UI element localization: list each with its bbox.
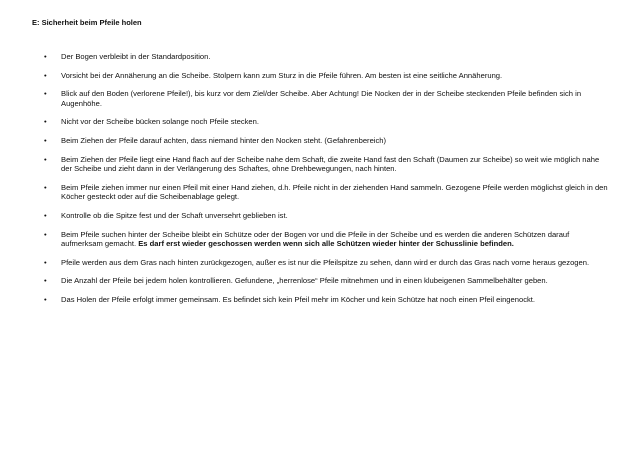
list-item-text: Beim Ziehen der Pfeile liegt eine Hand flach auf der Scheibe nahe dem Schaft, die zweite Hand fast den Schaft (Daumen zur Scheibe) so weit wie möglich nahe der Scheibe und zieht dann in der Verlängerung des Schaftes, ohne Drehbewegungen, nach hinten. — [61, 154, 600, 174]
list-item — [40, 89, 612, 108]
document-title: E: Sicherheit beim Pfeile holen — [32, 18, 142, 27]
bullet-icon: • — [44, 276, 47, 286]
bullet-icon: • — [44, 89, 47, 99]
list-item — [40, 117, 612, 127]
bullet-icon: • — [44, 210, 47, 220]
list-item — [40, 183, 612, 202]
bullet-icon: • — [44, 229, 47, 239]
safety-rules-list — [40, 52, 612, 314]
bullet-icon: • — [44, 52, 47, 61]
bullet-icon: • — [44, 117, 47, 127]
bullet-icon: • — [44, 257, 47, 267]
list-item — [40, 230, 612, 249]
list-item-text: Pfeile werden aus dem Gras nach hinten zurückgezogen, außer es ist nur die Pfeilspitze zu sehen, dann wird er durch das Gras nach vorne heraus gezogen. — [61, 257, 590, 267]
list-item-text: Vorsicht bei der Annäherung an die Scheibe. Stolpern kann zum Sturz in die Pfeile führen. Am besten ist eine seitliche Annäherung. — [61, 70, 503, 80]
list-item — [40, 211, 612, 221]
bullet-icon: • — [44, 70, 47, 80]
list-item-text: Das Holen der Pfeile erfolgt immer gemeinsam. Es befindet sich kein Pfeil mehr im Köcher und kein Schütze hat noch einen Pfeil eingenockt. — [61, 294, 536, 304]
list-item-text: Kontrolle ob die Spitze fest und der Schaft unversehrt geblieben ist. — [61, 210, 288, 220]
list-item-text: Die Anzahl der Pfeile bei jedem holen kontrollieren. Gefundene, „herrenlose“ Pfeile mitnehmen und in einen klubeigenen Sammelbehälter geben. — [61, 276, 548, 286]
list-item — [40, 276, 612, 286]
bullet-icon: • — [44, 154, 47, 164]
list-item-emphasis: Es darf erst wieder geschossen werden wenn sich alle Schützen wieder hinter der Schusslinie befinden. — [138, 239, 514, 249]
list-item-text: Nicht vor der Scheibe bücken solange noch Pfeile stecken. — [61, 117, 259, 127]
list-item — [40, 136, 612, 146]
list-item — [40, 155, 612, 174]
list-item-text: Beim Ziehen der Pfeile darauf achten, dass niemand hinter den Nocken steht. (Gefahrenbereich) — [61, 135, 387, 145]
list-item-text: Blick auf den Boden (verlorene Pfeile!), bis kurz vor dem Ziel/der Scheibe. Aber Achtung! Die Nocken der in der Scheibe steckenden Pfeile befinden sich in Augenhöhe. — [61, 89, 582, 108]
bullet-icon: • — [44, 182, 47, 192]
bullet-icon: • — [44, 135, 47, 145]
list-item — [40, 295, 612, 305]
list-item-text: Beim Pfeile ziehen immer nur einen Pfeil mit einer Hand ziehen, d.h. Pfeile nicht in der ziehenden Hand sammeln. Gezogene Pfeile werden möglichst gleich in den Köcher gesteckt oder auf die Scheibenablage gelegt. — [61, 182, 608, 202]
list-item-text: Beim Pfeile suchen hinter der Scheibe bleibt ein Schütze oder der Bogen vor und die Pfeile in der Scheibe und es werden die anderen Schützen darauf aufmerksam gemacht. — [61, 229, 570, 249]
list-item — [40, 52, 612, 62]
list-item — [40, 258, 612, 268]
bullet-icon: • — [44, 294, 47, 304]
list-item — [40, 71, 612, 81]
list-item-text: Der Bogen verbleibt in der Standardposition. — [61, 52, 211, 61]
